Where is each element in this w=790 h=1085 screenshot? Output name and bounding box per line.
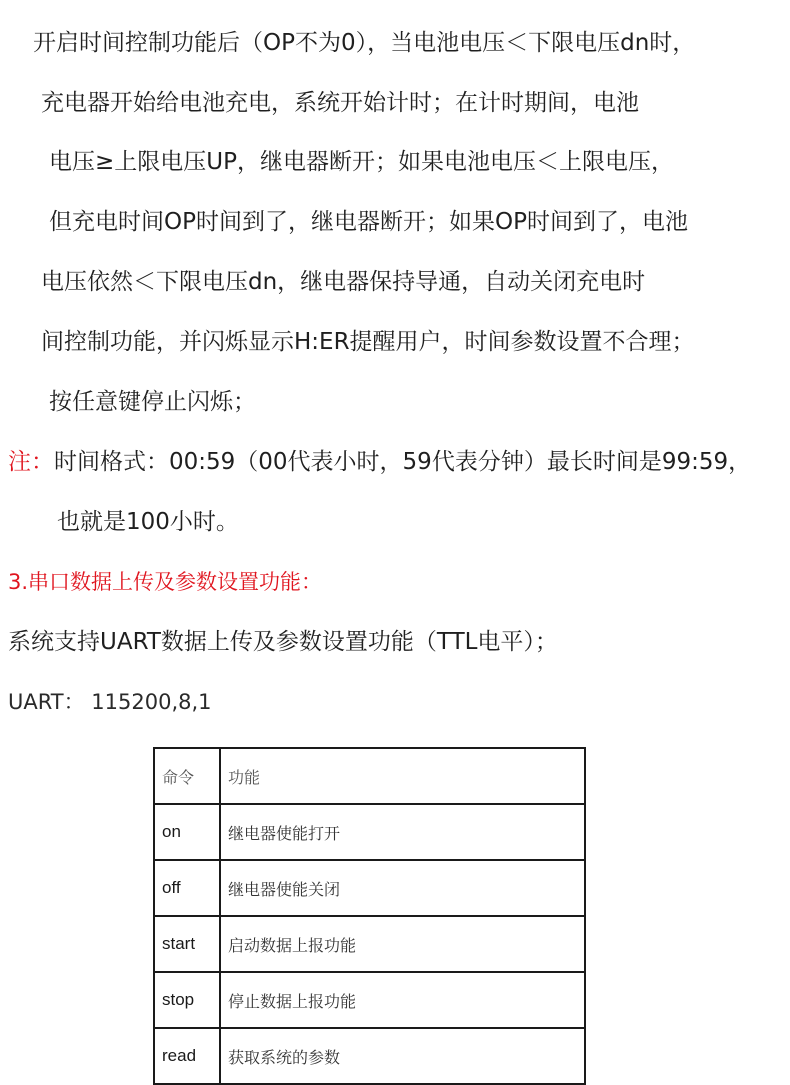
note-line-1 bbox=[8, 448, 751, 476]
command-cell: on bbox=[154, 804, 220, 860]
command-cell: start bbox=[154, 916, 220, 972]
header-function: 功能 bbox=[220, 748, 585, 804]
function-cell: 获取系统的参数 bbox=[220, 1028, 585, 1084]
function-cell: 继电器使能关闭 bbox=[220, 860, 585, 916]
command-cell: stop bbox=[154, 972, 220, 1028]
note-line-2: 也就是100小时。 bbox=[57, 509, 239, 535]
table-row bbox=[154, 1028, 585, 1084]
command-cell: off bbox=[154, 860, 220, 916]
function-cell: 继电器使能打开 bbox=[220, 804, 585, 860]
paragraph-line-6: 间控制功能，并闪烁显示H:ER提醒用户，时间参数设置不合理； bbox=[41, 329, 695, 355]
command-cell: read bbox=[154, 1028, 220, 1084]
paragraph-line-4: 但充电时间OP时间到了，继电器断开；如果OP时间到了，电池 bbox=[49, 209, 688, 235]
paragraph-line-1: 开启时间控制功能后（OP不为0），当电池电压＜下限电压dn时， bbox=[33, 30, 696, 56]
section-heading: 3.串口数据上传及参数设置功能： bbox=[8, 570, 323, 594]
section-description: 系统支持UART数据上传及参数设置功能（TTL电平）； bbox=[8, 629, 558, 655]
paragraph-line-5: 电压依然＜下限电压dn，继电器保持导通，自动关闭充电时 bbox=[41, 269, 646, 295]
paragraph-line-2: 充电器开始给电池充电，系统开始计时；在计时期间，电池 bbox=[41, 90, 639, 116]
uart-settings: UART： 115200,8,1 bbox=[8, 690, 212, 714]
note-text: 时间格式：00:59（00代表小时，59代表分钟）最长时间是99:59， bbox=[54, 449, 752, 475]
function-cell: 停止数据上报功能 bbox=[220, 972, 585, 1028]
paragraph-line-3: 电压≥上限电压UP，继电器断开；如果电池电压＜上限电压， bbox=[49, 149, 674, 175]
table-row bbox=[154, 804, 585, 860]
table-header-row bbox=[154, 748, 585, 804]
table-row bbox=[154, 972, 585, 1028]
command-table bbox=[153, 747, 586, 1085]
paragraph-line-7: 按任意键停止闪烁； bbox=[49, 389, 256, 415]
note-label: 注： bbox=[8, 449, 54, 475]
function-cell: 启动数据上报功能 bbox=[220, 916, 585, 972]
header-command: 命令 bbox=[154, 748, 220, 804]
table-row bbox=[154, 860, 585, 916]
table-row bbox=[154, 916, 585, 972]
